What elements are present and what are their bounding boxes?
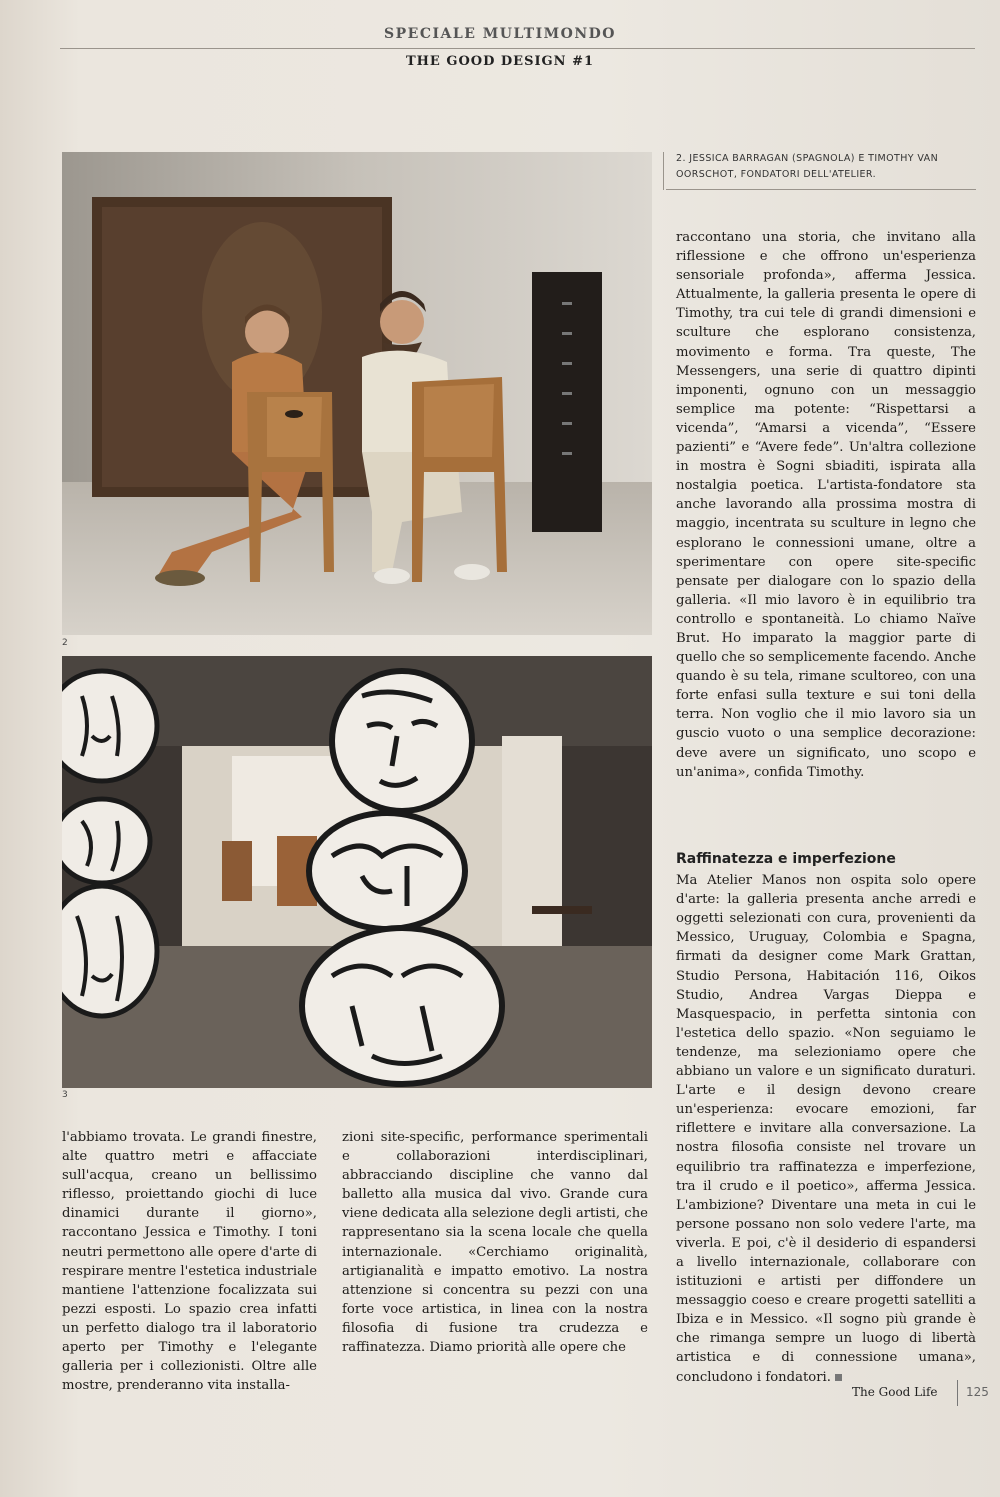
- paragraph: raccontano una storia, che invitano alla riflessione e che offrono un'esperienza sensoriale profonda», afferma Jessica. Attualmente, la galleria presenta le opere di Timothy, tra cui tele di grandi dimensioni e sculture che esplorano consistenza, movimento e forma. Tra queste, The Messengers, una serie di quattro dipinti imponenti, ognuno con un messaggio semplice ma potente: “Rispettarsi a vicenda”, “Amarsi a vicenda”, “Essere pazienti” e “Avere fede”. Un'altra collezione in mostra è Sogni sbiaditi, ispirata alla nostalgia poetica. L'artista-fondatore sta anche lavorando alla prossima mostra di maggio, incentrata su sculture in legno che esplorano le connessioni umane, oltre a sperimentare con opere site-specific pensate per dialogare con lo spazio della galleria. «Il mio lavoro è in equilibrio tra controllo e spontaneità. Lo chiamo Naïve Brut. Ho imparato la maggior parte di quello che so semplicemente facendo. Anche quando è su tela, rimane scultoreo, con una forte enfasi sulla texture e sui toni della terra. Non voglio che il mio lavoro sia un guscio vuoto o una semplice decorazione: deve avere un significato, uno scopo e un'anima», confida Timothy.: [676, 230, 976, 780]
- section-title: THE GOOD DESIGN #1: [405, 54, 595, 69]
- paragraph: zioni site-specific, performance sperimentali e collaborazioni interdisciplinari, abbracciando discipline che vanno dal balletto alla musica dal vivo. Grande cura viene dedicata alla selezione degli artisti, che rappresentano sia la scena locale che quella internazionale. «Cerchiamo originalità, artigianalità e impatto emotivo. La nostra attenzione si concentra su pezzi con una forte voce artistica, in linea con la nostra filosofia di fusione tra crudezza e raffinatezza. Diamo priorità alle opere che: [342, 1130, 648, 1356]
- article-column-bottom-left: [62, 1128, 317, 1395]
- paragraph: Ma Atelier Manos non ospita solo opere d'arte: la galleria presenta anche arredi e oggetti selezionati con cura, provenienti da Messico, Uruguay, Colombia e Spagna, firmati da designer come Mark Grattan, Studio Persona, Habitación 116, Oikos Studio, Andrea Vargas Dieppa e Masquespacio, in perfetta sintonia con l'estetica dello spazio. «Non seguiamo le tendenze, ma selezioniamo opere che abbiano un valore e un significato duraturi. L'arte e il design devono creare un'esperienza: evocare emozioni, far riflettere e invitare alla conversazione. La nostra filosofia consiste nel trovare un equilibrio tra raffinatezza e imperfezione, tra il crudo e il poetico», afferma Jessica. L'ambizione? Diventare una meta in cui le persone possano non solo vedere l'arte, ma viverla. E poi, c'è il desiderio di espandersi a livello internazionale, collaborare con istituzioni e artisti per diffondere un messaggio coeso e creare progetti satelliti a Ibiza e in Messico. «Il sogno più grande è che rimanga sempre un luogo di libertà artistica e di connessione umana», concludono i fondatori.: [676, 873, 976, 1385]
- photo-caption: 2. JESSICA BARRAGAN (SPAGNOLA) E TIMOTHY VAN OORSCHOT, FONDATORI DELL'ATELIER.: [676, 153, 939, 180]
- article-column-bottom-middle: [342, 1128, 648, 1357]
- kicker: SPECIALE MULTIMONDO: [384, 26, 616, 42]
- article-column-right-top: [676, 228, 976, 782]
- article-column-right-bottom: [676, 850, 976, 1387]
- paragraph: l'abbiamo trovata. Le grandi finestre, alte quattro metri e affacciate sull'acqua, creano un bellissimo riflesso, proiettando giochi di luce dinamici durante il giorno», raccontano Jessica e Timothy. I toni neutri permettono alle opere d'arte di respirare mentre l'estetica industriale mantiene l'attenzione focalizzata sui pezzi esposti. Lo spazio crea infatti un perfetto dialogo tra il laboratorio aperto per Timothy e l'elegante galleria per i collezionisti. Oltre alle mostre, prenderanno vita installa-: [62, 1130, 317, 1394]
- figure-number-2: 2: [62, 638, 68, 648]
- subheading: Raffinatezza e imperfezione: [676, 851, 896, 867]
- page-number: 125: [966, 1385, 989, 1399]
- end-mark-icon: [835, 1374, 842, 1381]
- photo-founders: [62, 152, 652, 635]
- header-rule: [60, 48, 975, 49]
- caption-column-rule: [663, 152, 664, 190]
- caption-rule: [666, 189, 976, 190]
- figure-number-3: 3: [62, 1090, 68, 1100]
- magazine-name: The Good Life: [852, 1385, 938, 1399]
- founders-illustration: [62, 152, 652, 635]
- footer-separator: [957, 1380, 958, 1406]
- photo-sculptures: [62, 656, 652, 1088]
- sculptures-illustration: [62, 656, 652, 1088]
